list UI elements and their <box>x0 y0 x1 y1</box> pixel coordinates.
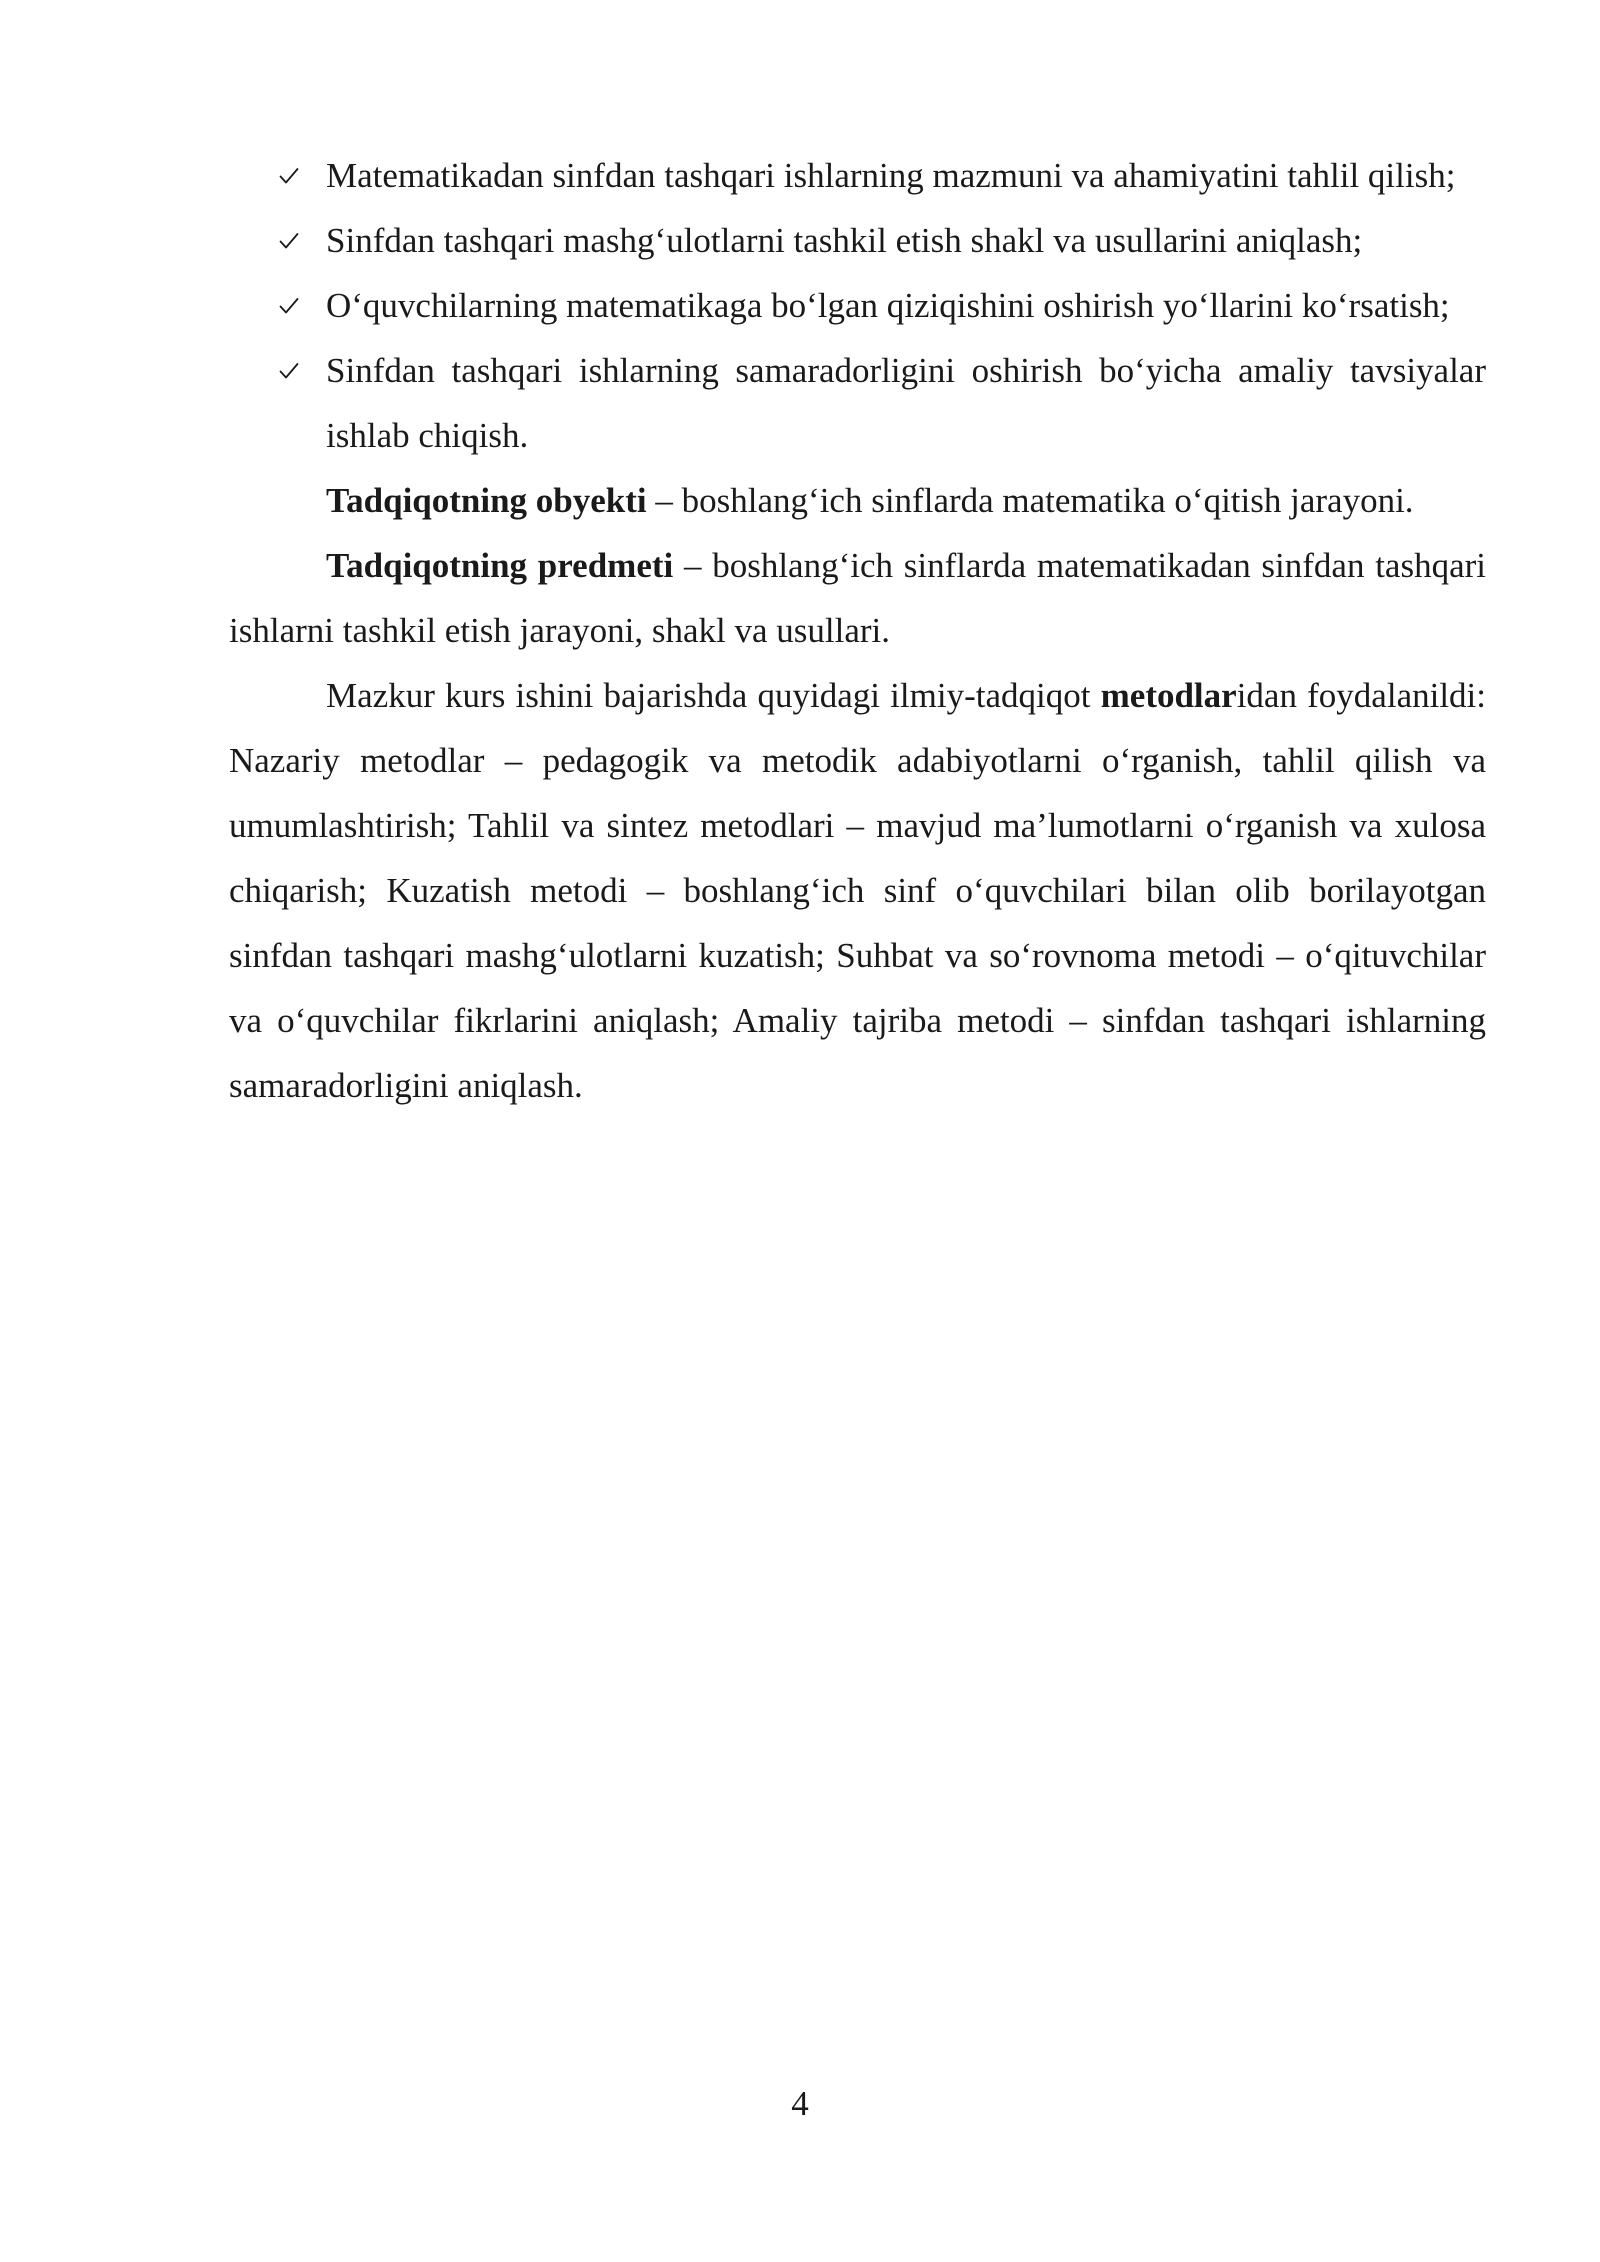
methods-bold-term: metodlar <box>1100 676 1237 715</box>
research-object-text: – boshlang‘ich sinflarda matematika o‘qitish jarayoni. <box>646 481 1414 520</box>
list-item <box>229 208 1486 273</box>
page-content <box>229 143 1486 1118</box>
check-icon <box>279 143 303 208</box>
methods-body-text: idan foydalanildi: Nazariy metodlar – pedagogik va metodik adabiyotlarni o‘rganish, tahlil qilish va umumlashtirish; Tahlil va sintez metodlari – mavjud ma’lumotlarni o‘rganish va xulosa chiqarish; Kuzatish metodi – boshlang‘ich sinf o‘quvchilari bilan olib borilayotgan sinfdan tashqari mashg‘ulotlarni kuzatish; Suhbat va so‘rovnoma metodi – o‘qituvchilar va o‘quvchilar fikrlarini aniqlash; Amaliy tajriba metodi – sinfdan tashqari ishlarning samaradorligini aniqlash. <box>229 676 1486 1105</box>
list-item-text: Sinfdan tashqari ishlarning samaradorligini oshirish bo‘yicha amaliy tavsiyalar ishlab chiqish. <box>326 351 1486 455</box>
objectives-list <box>229 143 1486 468</box>
list-item-text: O‘quvchilarning matematikaga bo‘lgan qiziqishini oshirish yo‘llarini ko‘rsatish; <box>326 286 1450 325</box>
check-icon <box>279 273 303 338</box>
list-item-text: Sinfdan tashqari mashg‘ulotlarni tashkil etish shakl va usullarini aniqlash; <box>326 221 1363 260</box>
research-subject-paragraph <box>229 533 1486 663</box>
list-item <box>229 273 1486 338</box>
research-subject-label: Tadqiqotning predmeti <box>326 546 674 585</box>
list-item-text: Matematikadan sinfdan tashqari ishlarning mazmuni va ahamiyatini tahlil qilish; <box>326 156 1456 195</box>
research-object-paragraph <box>229 468 1486 533</box>
methods-intro-text: Mazkur kurs ishini bajarishda quyidagi ilmiy-tadqiqot <box>326 676 1101 715</box>
methods-paragraph <box>229 663 1486 1118</box>
research-object-label: Tadqiqotning obyekti <box>326 481 647 520</box>
check-icon <box>279 208 303 273</box>
list-item <box>229 338 1486 468</box>
research-subject-text: – boshlang‘ich sinflarda matematikadan sinfdan tashqari ishlarni tashkil etish jarayoni, shakl va usullari. <box>229 546 1486 650</box>
page-number: 4 <box>791 2084 809 2123</box>
check-icon <box>279 338 303 403</box>
list-item <box>229 143 1486 208</box>
